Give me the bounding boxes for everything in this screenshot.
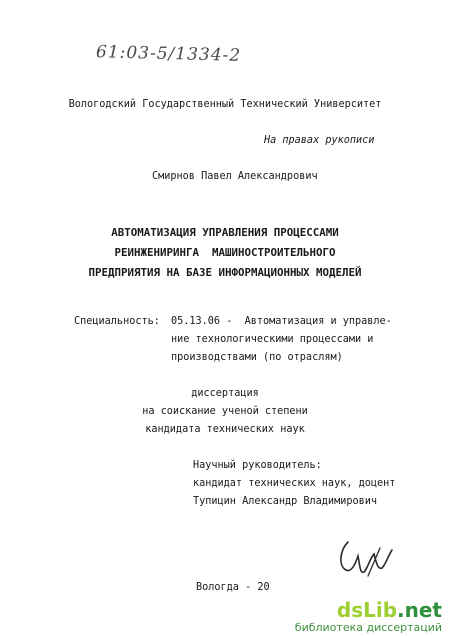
- author-name: Смирнов Павел Александрович: [152, 171, 318, 182]
- dslib-watermark[interactable]: [295, 599, 442, 634]
- watermark-brand-net: .net: [397, 598, 442, 622]
- supervisor-name: Тупицин Александр Владимирович: [193, 496, 378, 507]
- title-line-2: РЕИНЖЕНИРИНГА МАШИНОСТРОИТЕЛЬНОГО: [114, 246, 336, 259]
- city-year: Вологда - 20: [196, 582, 270, 593]
- watermark-brand: [295, 599, 442, 621]
- title-line-3: ПРЕДПРИЯТИЯ НА БАЗЕ ИНФОРМАЦИОННЫХ МОДЕЛЕЙ: [88, 266, 362, 279]
- handwritten-code: 61:03-5/1334-2: [95, 42, 242, 66]
- watermark-subtitle: библиотека диссертаций: [294, 621, 442, 634]
- specialty-line-2: ние технологическими процессами и: [171, 334, 374, 345]
- degree-line-1: диссертация: [191, 388, 259, 399]
- specialty-line-3: производствами (по отраслям): [171, 352, 343, 363]
- watermark-brand-ds: dsLib: [336, 598, 398, 622]
- degree-line-3: кандидата технических наук: [145, 424, 305, 435]
- specialty-label: Специальность:: [74, 316, 160, 327]
- signature-mark: [334, 532, 398, 582]
- degree-line-2: на соискание ученой степени: [142, 406, 308, 417]
- supervisor-label: Научный руководитель:: [193, 460, 322, 471]
- manuscript-rights: На правах рукописи: [264, 135, 375, 146]
- specialty-line-1: 05.13.06 - Автоматизация и управле-: [171, 316, 392, 327]
- title-line-1: АВТОМАТИЗАЦИЯ УПРАВЛЕНИЯ ПРОЦЕССАМИ: [111, 226, 339, 239]
- supervisor-rank: кандидат технических наук, доцент: [193, 478, 396, 489]
- university-name: Вологодский Государственный Технический Университет: [68, 99, 382, 110]
